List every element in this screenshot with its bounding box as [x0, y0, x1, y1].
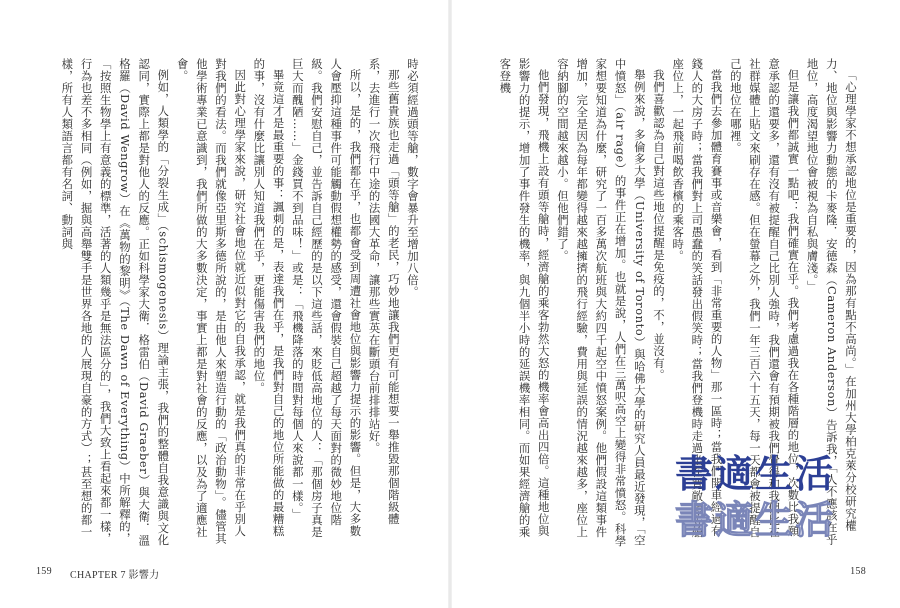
page-number: 159 [36, 566, 52, 577]
left-paragraph: 所以，是的，我們都在乎，也都會受到周遭社會地位與影響力提示的影響。但是，大多數人會壓抑這種事件可能觸動假想權勢的感受，還會假裝自己超越了每天面對的微妙地位階級。我們安慰自己，並告訴自己經歷的是以下這些話，來貶低高地位的人：「那個房子真是巨大而醜陋……」金錢買不到品味！」或是：「飛機降落的時間對每個人來說都一樣。」 [290, 58, 363, 538]
watermark-text-outline: 書適生活 [675, 498, 836, 542]
left-paragraph: 那些舊貴族也走過「頭等艙」的老民，巧妙地讓我們更有可能想要一舉推毀那個階級體系，去進行一次飛行中途的法國大革命，讓那些實英在斷頭台前排排站好。 [367, 58, 401, 526]
right-page [452, 0, 900, 608]
left-paragraph: 例如，人類學的「分裂生成」（schismogenesis）理論主張，我們的整體自我意識與文化認同，實際上都是對他人的反應。正如科學家大衛．格雷伯（David Graeber）與大衛．溫格羅（David Wengrow）在《萬物的黎明》（The Dawn of Everything）中所解釋的，「按照生物學上有意義的標準，活著的人類幾乎是無法區分的」，我們大致上看起來都一樣，行為也差不多相同（例如，掘與高舉雙手是世界各地的人展現自豪的方式）；甚至想的都一樣，所有人類語言都有名詞、動詞與 [60, 58, 171, 547]
left-page [0, 0, 448, 608]
right-paragraph: 但是讓我們都誠實一點吧：我們確實在乎。我們考慮過我在各種階層的地位，次數比我願意承認的還要多，還有沒有被提醒自己比別人強時，我們還會有預期被我們覺得和我們比在社群媒體上貼文來刷存在感。但在螢幕之外，我們一年三百六十五天，每一天都會被提醒自己的地位在哪裡。 [728, 58, 801, 538]
right-paragraph: 「心理學家不想承認地位是重要的，因為那有點不高尚。」在加州大學柏克萊分校研究權力、地位與影響力動態的卡麥隆．安德森（Cameron Anderson）告訴我，「人不應該在乎地位，高度渴望地位會被視為自私與膚淺。」 [805, 58, 858, 546]
running-header-chapter: CHAPTER 7 影響力 [70, 570, 160, 581]
left-paragraph: 時必須經過頭等艙，數字會暴升至增加八倍。 [406, 58, 420, 298]
right-paragraph: 舉例來說，多倫多大學（University of Toronto）與哈佛大學的研究人員最近發現，「空中憤怒」（air rage）的事件正在增加。也就是說，人們在三萬呎高空上變得非常憤怒。科學家想要知道為什麼，研究了一百多萬次航班與大約四千起空中憤怒案例。他們假設這類事件增加，完全是因為每年都變得越來越擁擠的飛行經驗，費用與延誤的情況越來越多，座位上容納腳的空間越來越小。但他們錯了。 [555, 58, 647, 547]
watermark-text: 書適生活 [675, 452, 836, 496]
left-paragraph: 因此對心理學家來說，研究社會地位就近似對它的自我承認，就是我們真的非常在乎別人對我們的看法。而我們就像亞里斯多德所說的，是由他人來塑造行動的「政治動物」。儘管其他學術專業已意識到，我們所做的大多數決定，事實上都是對社會的反應，以及為了適應社會。 [175, 58, 248, 545]
left-paragraph: 畢竟這才是最重要的事：諷刺的是，表達我們在乎，是我們對自己的地位所能做的最糟糕的事，沒有什麼比讓別人知道我們在乎，更能傷害我們的地位。 [252, 58, 286, 538]
left-page-body [40, 58, 422, 548]
right-paragraph: 他們發現，飛機上設有頭等艙時，經濟艙的乘客勃然大怒的機率會高出四倍。這種地位與影響力的提示，增加了事件發生的機率，與九個半小時的延誤機率相同。而如果經濟艙的乘客登機 [498, 58, 551, 538]
right-paragraph: 我們喜歡認為自己對這些地位提醒是免疫的，不，並沒有。 [651, 69, 666, 382]
right-paragraph: 當我們去參加體育賽事或音樂會，看到「非常重要的人物」那一區時；當我們開車經過有錢人的大房子時；當我們對上司愚蠢的笑話發出假笑時；當我們登機時走過坐在寬敞頭等艙座位上，一起飛前喝飲香檳的乘客時。 [671, 58, 724, 538]
right-page-body [490, 58, 860, 548]
page-number: 158 [850, 566, 866, 577]
